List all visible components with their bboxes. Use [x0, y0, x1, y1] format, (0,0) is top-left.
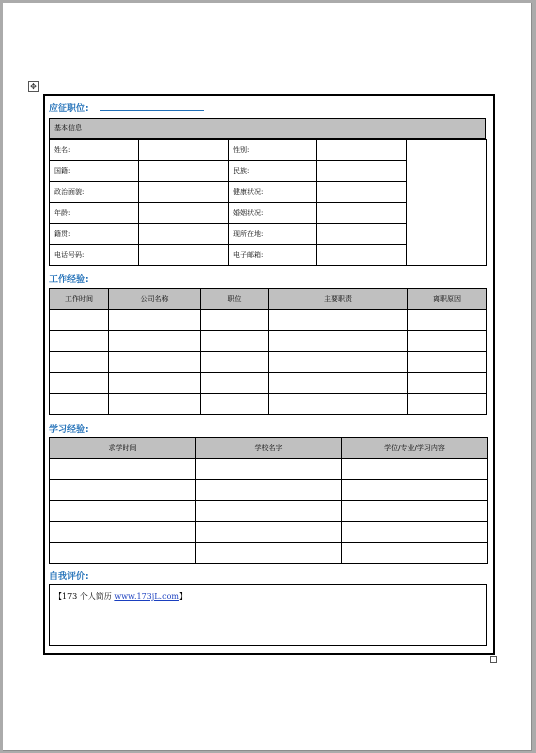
work-col-time: 工作时间	[50, 289, 109, 310]
table-cell[interactable]	[342, 459, 488, 480]
table-cell[interactable]	[269, 331, 408, 352]
study-col-time: 求学时间	[50, 438, 196, 459]
table-cell[interactable]	[196, 501, 342, 522]
work-col-company: 公司名称	[109, 289, 201, 310]
position-label: 应征职位:	[49, 104, 89, 114]
website-link[interactable]: www.173jL.com	[114, 592, 179, 601]
basic-info-header: 基本信息	[49, 118, 486, 139]
position-fill-line[interactable]	[100, 110, 204, 111]
basic-label-age: 年龄:	[50, 203, 139, 224]
table-cell[interactable]	[408, 373, 487, 394]
basic-value-nationality[interactable]	[139, 161, 229, 182]
table-cell[interactable]	[50, 543, 196, 564]
work-col-duties: 主要职责	[269, 289, 408, 310]
basic-label-marital: 婚姻状况:	[229, 203, 317, 224]
table-cell[interactable]	[50, 501, 196, 522]
study-experience-heading: 学习经验:	[49, 425, 89, 435]
photo-cell[interactable]	[407, 140, 487, 266]
basic-label-nationality: 国籍:	[50, 161, 139, 182]
table-cell[interactable]	[50, 394, 109, 415]
basic-value-marital[interactable]	[317, 203, 407, 224]
table-row	[50, 459, 488, 480]
table-cell[interactable]	[201, 310, 269, 331]
table-cell[interactable]	[50, 480, 196, 501]
basic-label-gender: 性别:	[229, 140, 317, 161]
work-col-position: 职位	[201, 289, 269, 310]
basic-value-health[interactable]	[317, 182, 407, 203]
table-cell[interactable]	[196, 459, 342, 480]
basic-value-ethnicity[interactable]	[317, 161, 407, 182]
table-cell[interactable]	[50, 522, 196, 543]
self-evaluation-box[interactable]	[49, 584, 487, 646]
table-cell[interactable]	[201, 331, 269, 352]
table-cell[interactable]	[201, 373, 269, 394]
table-row	[50, 480, 488, 501]
table-cell[interactable]	[342, 543, 488, 564]
table-row	[50, 331, 487, 352]
basic-value-hometown[interactable]	[139, 224, 229, 245]
table-cell[interactable]	[50, 352, 109, 373]
table-cell[interactable]	[408, 310, 487, 331]
basic-value-political[interactable]	[139, 182, 229, 203]
table-cell[interactable]	[408, 394, 487, 415]
basic-label-phone: 电话号码:	[50, 245, 139, 266]
table-row	[50, 352, 487, 373]
table-cell[interactable]	[342, 480, 488, 501]
table-cell[interactable]	[50, 459, 196, 480]
table-cell[interactable]	[201, 394, 269, 415]
table-cell[interactable]	[196, 522, 342, 543]
study-col-school: 学校名字	[196, 438, 342, 459]
table-cell[interactable]	[196, 480, 342, 501]
table-cell[interactable]	[408, 352, 487, 373]
table-cell[interactable]	[50, 331, 109, 352]
basic-label-email: 电子邮箱:	[229, 245, 317, 266]
table-cell[interactable]	[50, 373, 109, 394]
basic-label-name: 姓名:	[50, 140, 139, 161]
basic-value-age[interactable]	[139, 203, 229, 224]
basic-value-location[interactable]	[317, 224, 407, 245]
work-experience-heading: 工作经验:	[49, 275, 89, 285]
study-experience-table	[49, 437, 488, 564]
table-cell[interactable]	[269, 310, 408, 331]
table-move-handle-icon[interactable]: ✥	[28, 81, 39, 92]
self-evaluation-heading: 自我评价:	[49, 572, 89, 582]
table-row	[50, 310, 487, 331]
basic-label-location: 现所在地:	[229, 224, 317, 245]
table-cell[interactable]	[269, 373, 408, 394]
basic-value-gender[interactable]	[317, 140, 407, 161]
table-cell[interactable]	[109, 352, 201, 373]
table-cell[interactable]	[342, 522, 488, 543]
table-cell[interactable]	[109, 331, 201, 352]
basic-label-health: 健康状况:	[229, 182, 317, 203]
table-row	[50, 501, 488, 522]
table-cell[interactable]	[201, 352, 269, 373]
table-row	[50, 543, 488, 564]
work-experience-table	[49, 288, 487, 415]
basic-label-hometown: 籍贯:	[50, 224, 139, 245]
study-col-degree: 学位/专业/学习内容	[342, 438, 488, 459]
table-cell[interactable]	[109, 373, 201, 394]
basic-label-political: 政治面貌:	[50, 182, 139, 203]
basic-info-table	[49, 139, 487, 266]
basic-value-name[interactable]	[139, 140, 229, 161]
table-row	[50, 373, 487, 394]
table-cell[interactable]	[342, 501, 488, 522]
basic-value-email[interactable]	[317, 245, 407, 266]
table-cell[interactable]	[269, 394, 408, 415]
evaluation-prefix: 【173 个人简历	[54, 592, 115, 601]
table-resize-handle[interactable]	[490, 656, 497, 663]
table-cell[interactable]	[109, 394, 201, 415]
table-cell[interactable]	[50, 310, 109, 331]
table-row	[50, 394, 487, 415]
basic-value-phone[interactable]	[139, 245, 229, 266]
table-cell[interactable]	[196, 543, 342, 564]
table-cell[interactable]	[109, 310, 201, 331]
basic-label-ethnicity: 民族:	[229, 161, 317, 182]
table-row	[50, 522, 488, 543]
evaluation-suffix: 】	[178, 592, 187, 601]
table-cell[interactable]	[408, 331, 487, 352]
work-col-leave-reason: 离职原因	[408, 289, 487, 310]
table-cell[interactable]	[269, 352, 408, 373]
